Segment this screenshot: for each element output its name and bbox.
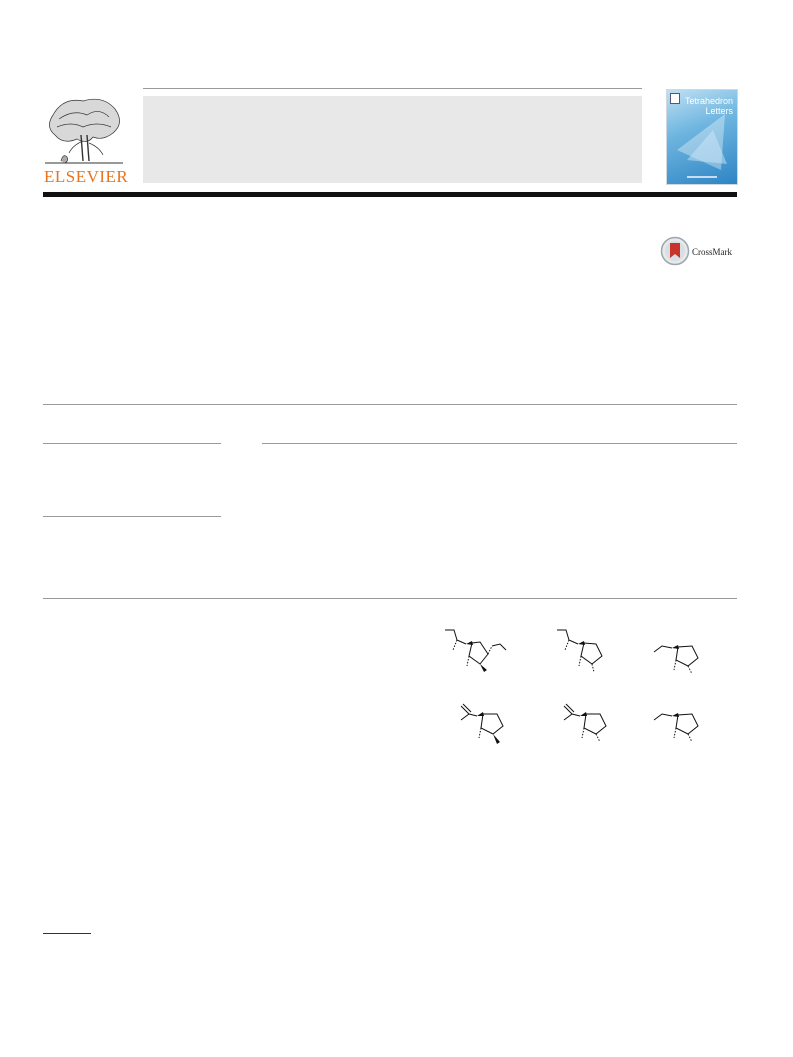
crossmark-badge[interactable] xyxy=(660,236,740,266)
structure-3 xyxy=(650,636,710,676)
article-info-left-rule xyxy=(43,443,221,444)
cover-title-line2: Letters xyxy=(705,106,733,116)
article-info-top-rule xyxy=(43,404,737,405)
footnote-rule xyxy=(43,933,91,934)
header-bottom-thick-rule xyxy=(43,192,737,197)
structure-1 xyxy=(440,624,520,674)
structure-6 xyxy=(650,704,710,744)
article-info-bottom-rule xyxy=(43,598,737,599)
journal-cover[interactable] xyxy=(666,89,738,185)
elsevier-tree-icon xyxy=(43,95,125,167)
publisher-wordmark: ELSEVIER xyxy=(44,167,129,186)
keywords-rule xyxy=(43,516,221,517)
structure-5 xyxy=(558,700,628,750)
cover-art-icon xyxy=(667,90,737,184)
crossmark-icon xyxy=(660,236,690,266)
publisher-logo xyxy=(43,95,129,186)
abstract-top-rule xyxy=(262,443,737,444)
crossmark-label: CrossMark xyxy=(692,247,732,257)
structure-4 xyxy=(455,700,525,750)
cover-title-line1: Tetrahedron xyxy=(684,96,733,106)
structure-2 xyxy=(552,624,622,674)
header-top-rule xyxy=(143,88,642,89)
journal-header-box xyxy=(143,96,642,183)
